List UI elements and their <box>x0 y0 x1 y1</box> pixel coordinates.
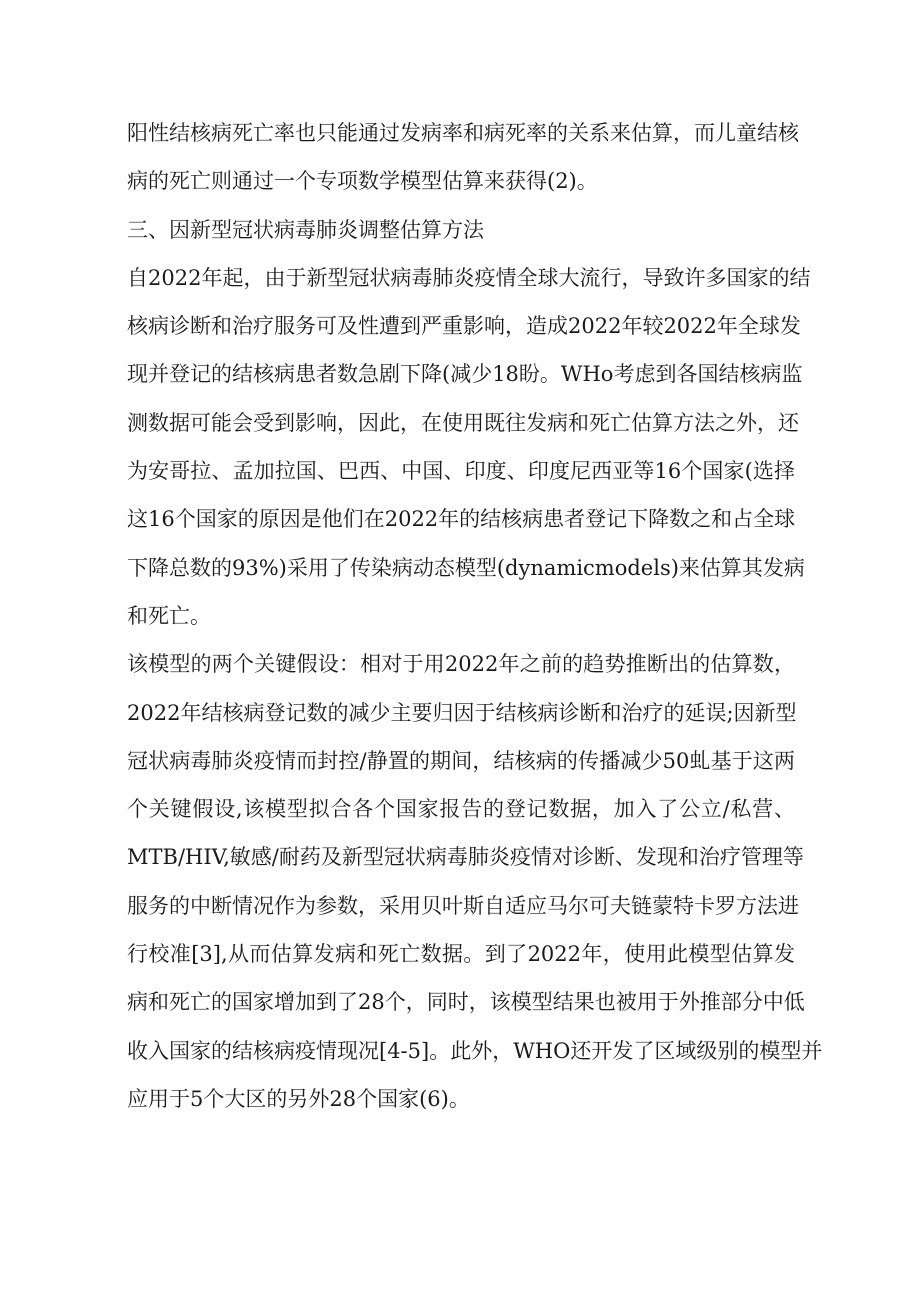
text-line: 下降总数的93%)采用了传染病动态模型(dynamicmodels)来估算其发病 <box>127 555 805 580</box>
text-line: 病的死亡则通过一个专项数学模型估算来获得(2)。 <box>127 169 598 194</box>
text-line: 阳性结核病死亡率也只能通过发病率和病死率的关系来估算，而儿童结核 <box>127 121 799 145</box>
text-line: 个关键假设,该模型拟合各个国家报告的登记数据，加入了公立/私营、 <box>127 797 795 822</box>
text-line: 现并登记的结核病患者数急剧下降(减少18盼。WHo考虑到各国结核病监 <box>127 362 803 387</box>
text-line: 测数据可能会受到影响，因此，在使用既往发病和死亡估算方法之外，还 <box>127 410 799 435</box>
section-heading: 三、因新型冠状病毒肺炎调整估算方法 <box>127 217 484 242</box>
text-line: 行校准[3],从而估算发病和死亡数据。到了2022年，使用此模型估算发 <box>127 942 795 967</box>
text-line: MTB/HIV,敏感/耐药及新型冠状病毒肺炎疫情对诊断、发现和治疗管理等 <box>127 845 804 870</box>
text-line: 应用于5个大区的另外28个国家(6)。 <box>127 1086 470 1111</box>
text-line: 为安哥拉、孟加拉国、巴西、中国、印度、印度尼西亚等16个国家(选择 <box>127 459 795 484</box>
text-line: 冠状病毒肺炎疫情而封控/静置的期间，结核病的传播减少50虬基于这两 <box>127 748 795 773</box>
text-line: 核病诊断和治疗服务可及性遭到严重影响，造成2022年较2022年全球发 <box>127 314 801 339</box>
text-line: 2022年结核病登记数的减少主要归因于结核病诊断和治疗的延误;因新型 <box>127 700 797 725</box>
text-line: 服务的中断情况作为参数，采用贝叶斯自适应马尔可夫链蒙特卡罗方法进 <box>127 893 799 918</box>
text-line: 收入国家的结核病疫情现况[4-5]。此外，WHO还开发了区域级别的模型并 <box>127 1038 823 1063</box>
text-line: 病和死亡的国家增加到了28个，同时，该模型结果也被用于外推部分中低 <box>127 990 805 1015</box>
document-page <box>127 115 823 1129</box>
text-line: 该模型的两个关键假设：相对于用2022年之前的趋势推断出的估算数， <box>127 652 795 677</box>
text-line: 自2022年起，由于新型冠状病毒肺炎疫情全球大流行，导致许多国家的结 <box>127 265 811 290</box>
text-line: 这16个国家的原因是他们在2022年的结核病患者登记下降数之和占全球 <box>127 507 796 532</box>
text-line: 和死亡。 <box>127 603 211 628</box>
